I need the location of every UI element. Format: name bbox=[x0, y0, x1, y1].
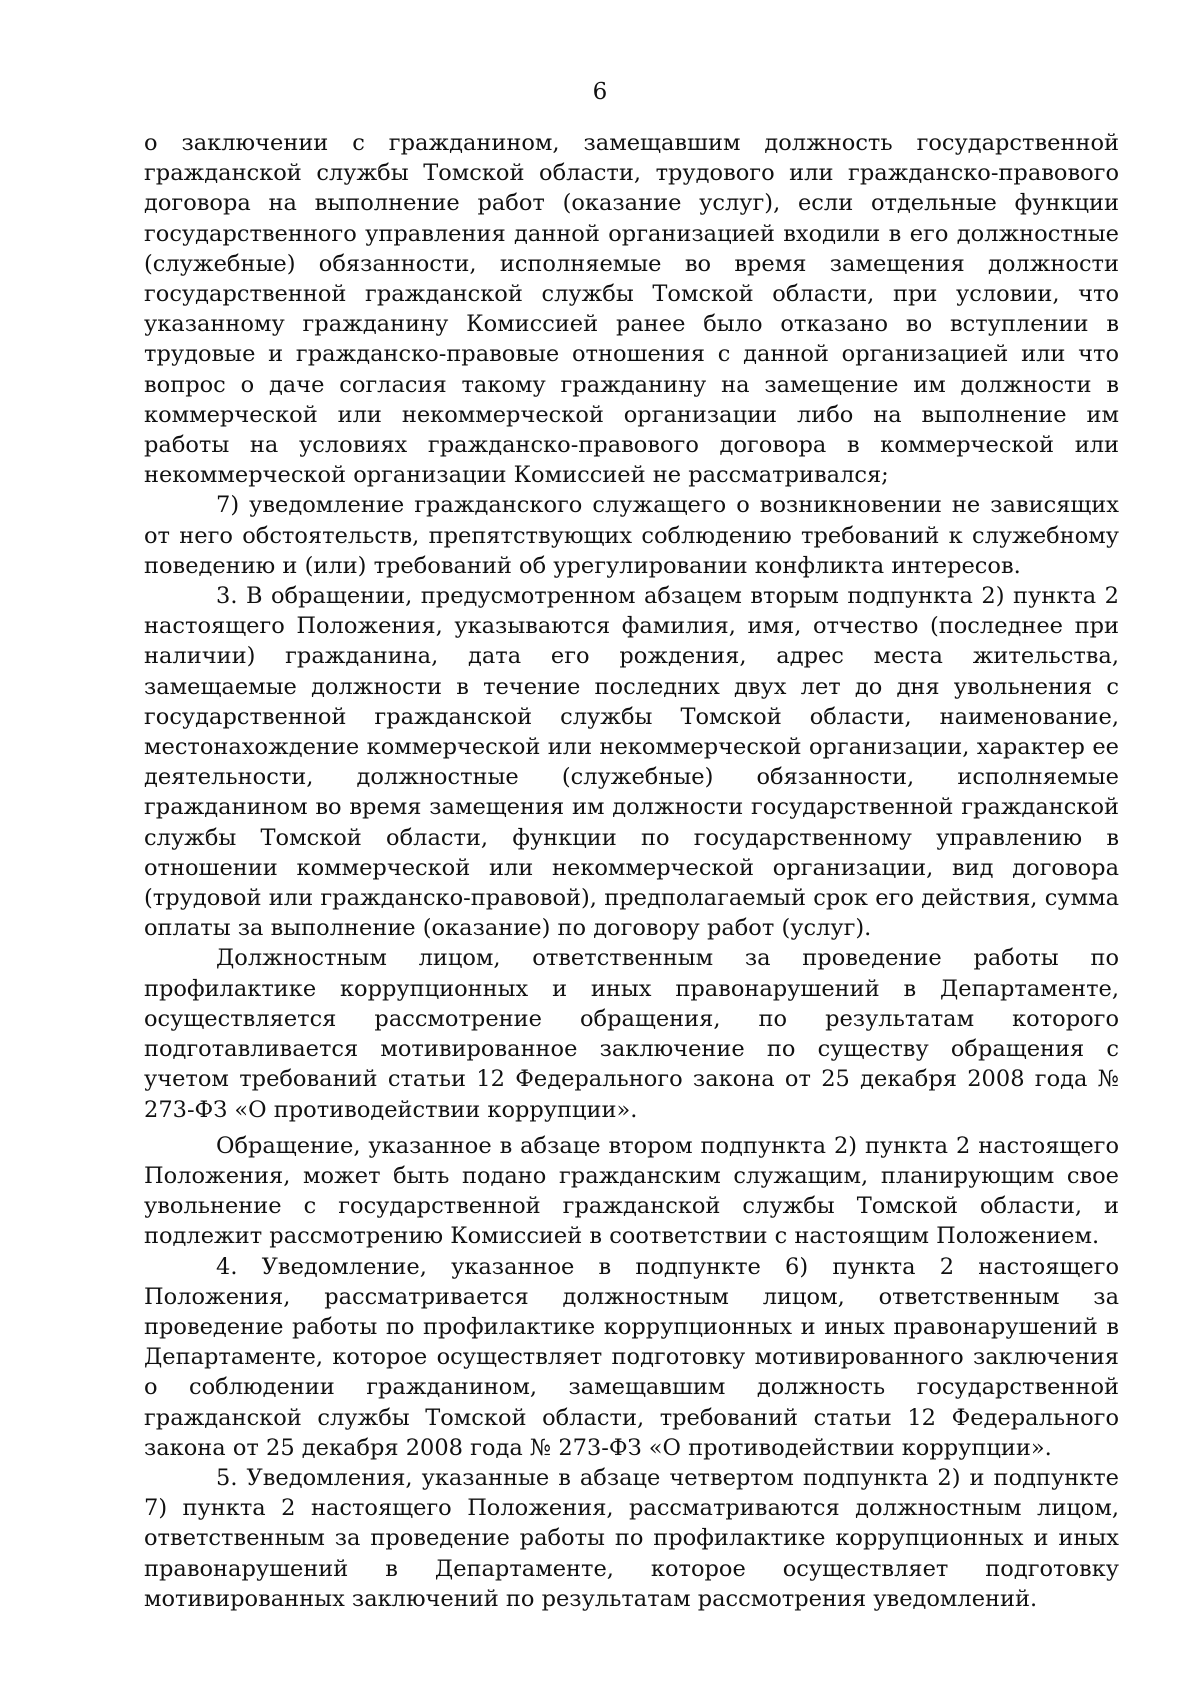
paragraph-item-7: 7) уведомление гражданского служащего о возникновении не зависящих от него обстоятельств, препятствующих соблюдению требований к служебному поведению и (или) требований об урегулировании конфликта интересов. bbox=[144, 492, 1119, 579]
paragraph-continuation: о заключении с гражданином, замещавшим должность государственной гражданской службы Томской области, трудового или гражданско-правового договора на выполнение работ (оказание услуг), если отдельные функции государственного управления данной организацией входили в его должностные (служебные) обязанности, исполняемые во время замещения должности государственной гражданской службы Томской области, при условии, что указанному гражданину Комиссией ранее было отказано во вступлении в трудовые и гражданско-правовые отношения с данной организацией или что вопрос о даче согласия такому гражданину на замещение им должности в коммерческой или некоммерческой организации либо на выполнение им работы на условиях гражданско-правового договора в коммерческой или некоммерческой организации Комиссией не рассматривался; bbox=[144, 130, 1119, 489]
document-body bbox=[144, 128, 1119, 1614]
paragraph-appeal-submission: Обращение, указанное в абзаце втором подпункта 2) пункта 2 настоящего Положения, может быть подано гражданским служащим, планирующим свое увольнение с государственной гражданской службы Томской области, и подлежит рассмотрению Комиссией в соответствии с настоящим Положением. bbox=[144, 1132, 1119, 1250]
page-number: 6 bbox=[592, 79, 608, 105]
paragraph-section-3: 3. В обращении, предусмотренном абзацем вторым подпункта 2) пункта 2 настоящего Положения, указываются фамилия, имя, отчество (последнее при наличии) гражданина, дата его рождения, адрес места жительства, замещаемые должности в течение последних двух лет до дня увольнения с государственной гражданской службы Томской области, наименование, местонахождение коммерческой или некоммерческой организации, характер ее деятельности, должностные (служебные) обязанности, исполняемые гражданином во время замещения им должности государственной гражданской службы Томской области, функции по государственному управлению в отношении коммерческой или некоммерческой организации, вид договора (трудовой или гражданско-правовой), предполагаемый срок его действия, сумма оплаты за выполнение (оказание) по договору работ (услуг). bbox=[144, 583, 1119, 942]
paragraph-section-5: 5. Уведомления, указанные в абзаце четвертом подпункта 2) и подпункте 7) пункта 2 настоящего Положения, рассматриваются должностным лицом, ответственным за проведение работы по профилактике коррупционных и иных правонарушений в Департаменте, которое осуществляет подготовку мотивированных заключений по результатам рассмотрения уведомлений. bbox=[144, 1464, 1119, 1612]
paragraph-official-review: Должностным лицом, ответственным за проведение работы по профилактике коррупционных и иных правонарушений в Департаменте, осуществляется рассмотрение обращения, по результатам которого подготавливается мотивированное заключение по существу обращения с учетом требований статьи 12 Федерального закона от 25 декабря 2008 года № 273-ФЗ «О противодействии коррупции». bbox=[144, 945, 1119, 1123]
paragraph-section-4: 4. Уведомление, указанное в подпункте 6) пункта 2 настоящего Положения, рассматривается должностным лицом, ответственным за проведение работы по профилактике коррупционных и иных правонарушений в Департаменте, которое осуществляет подготовку мотивированного заключения о соблюдении гражданином, замещавшим должность государственной гражданской службы Томской области, требований статьи 12 Федерального закона от 25 декабря 2008 года № 273-ФЗ «О противодействии коррупции». bbox=[144, 1253, 1119, 1461]
